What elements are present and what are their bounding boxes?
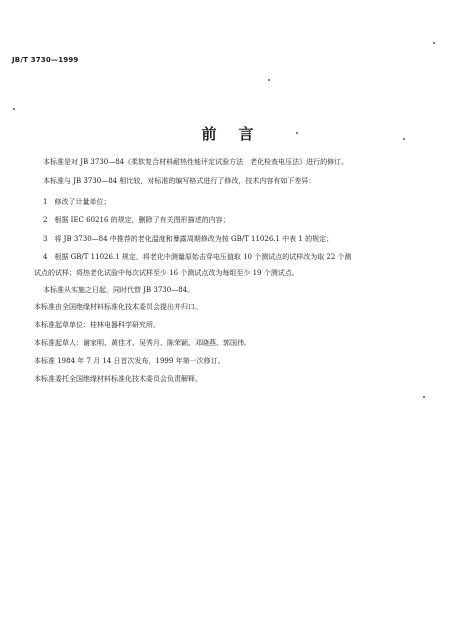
paragraph-proposer: 本标准由全国绝缘材料标准化技术委员会提出并归口。 — [34, 303, 202, 311]
list-item-4: 4 根据 GB/T 11026.1 规定，将老化中测量原始击穿电压值取 10 个测试点的试样改为取 22 个测 — [43, 253, 352, 261]
paragraph-drafters: 本标准起草人：谢家明、黄佳才、吴秀月、陈荣颖、邓晓燕、郭国伟。 — [34, 339, 251, 347]
list-item-1: 1 修改了计量单位； — [43, 198, 111, 206]
scan-speck — [13, 108, 15, 110]
paragraph-revision-note: 本标准是对 JB 3730—84《柔软复合材料耐热性能评定试验方法 老化检查电压法》进行的修订。 — [43, 158, 349, 166]
paragraph-differences-intro: 本标准与 JB 3730—84 相比较，对标准的编写格式进行了修改，技术内容有如下差异： — [43, 177, 316, 185]
paragraph-publication-history: 本标准 1984 年 7 月 14 日首次发布，1999 年第一次修订。 — [34, 357, 225, 365]
scan-speck — [433, 42, 435, 44]
paragraph-replacement: 本标准从实施之日起，同时代替 JB 3730—84。 — [43, 286, 195, 294]
list-item-2: 2 根据 IEC 60216 的规定，删除了有关图形描述的内容； — [43, 216, 230, 224]
scan-speck — [403, 138, 405, 140]
list-item-4-continued: 试点的试样；将热老化试验中每次试样至少 16 个测试点改为每组至少 19 个测试点。 — [34, 269, 299, 277]
page-title: 前言 — [201, 125, 276, 143]
paragraph-drafting-unit: 本标准起草单位：桂林电器科学研究所。 — [34, 321, 160, 329]
scan-speck — [268, 79, 270, 81]
scan-speck — [423, 396, 425, 398]
list-item-3: 3 将 JB 3730—84 中推荐的老化温度和暴露周期修改为按 GB/T 11026.1 中表 1 的规定； — [43, 235, 334, 243]
paragraph-interpretation: 本标准委托全国绝缘材料标准化技术委员会负责解释。 — [34, 375, 202, 383]
document-number-header: JB/T 3730—1999 — [12, 56, 79, 64]
scan-speck — [296, 132, 298, 134]
